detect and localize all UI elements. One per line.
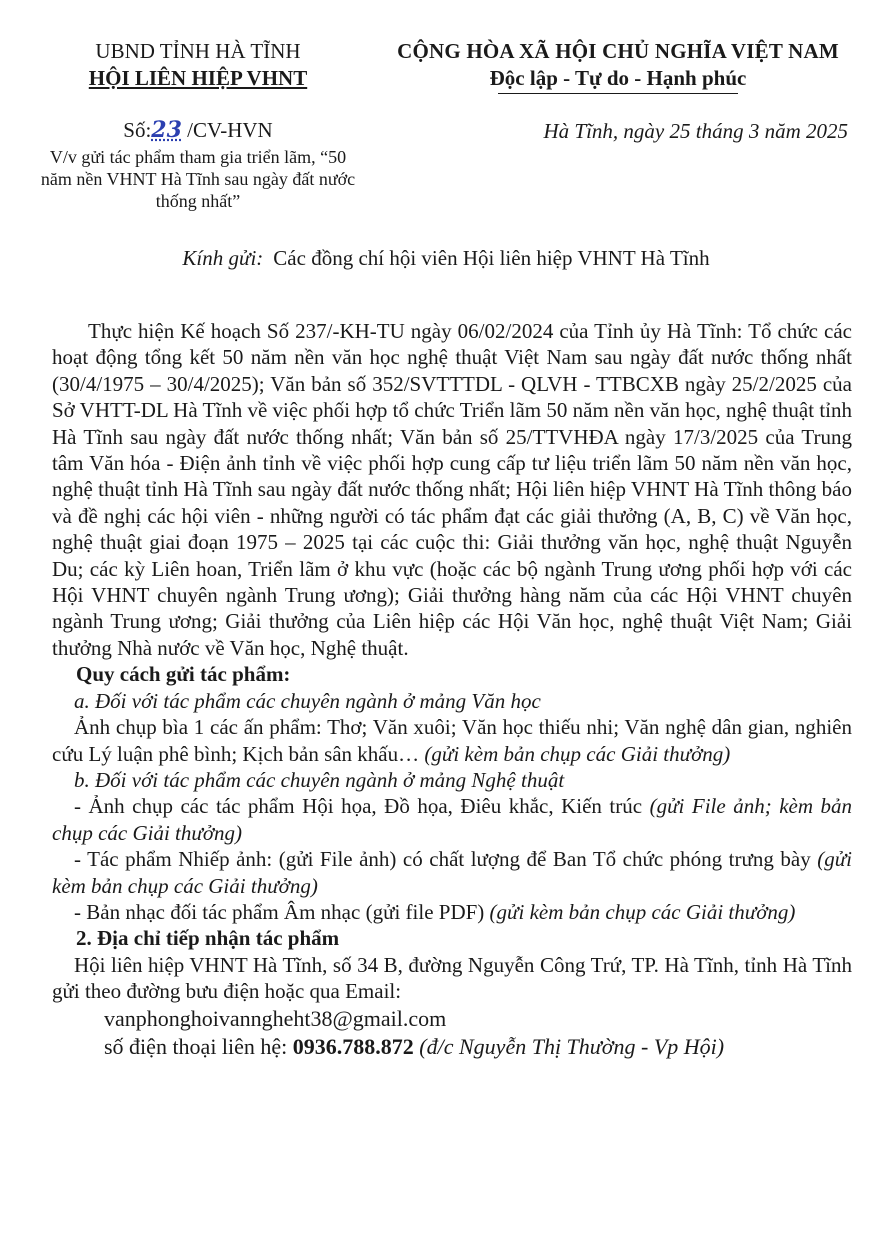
national-motto <box>490 65 747 92</box>
contact-phone-line <box>52 1033 852 1061</box>
national-title: CỘNG HÒA XÃ HỘI CHỦ NGHĨA VIỆT NAM <box>397 39 839 63</box>
issuing-org-name: HỘI LIÊN HIỆP VHNT <box>88 66 308 90</box>
phone-label: số điện thoại liên hệ: <box>104 1033 293 1059</box>
document-body <box>52 318 852 1061</box>
b2-text: - Tác phẩm Nhiếp ảnh: (gửi File ảnh) có chất lượng để Ban Tổ chức phóng trưng bày <box>74 847 811 872</box>
recipient-value: Các đồng chí hội viên Hội liên hiệp VHNT Hà Tĩnh <box>273 246 710 270</box>
b1-text: - Ảnh chụp các tác phẩm Hội họa, Đồ họa, Điêu khắc, Kiến trúc <box>74 794 643 819</box>
recipient-line <box>0 244 892 272</box>
motto-text: Độc lập - Tự do - Hạnh phúc <box>489 66 747 90</box>
subsection-a-body: Ảnh chụp bìa 1 các ấn phẩm: Thơ; Văn xuôi; Văn học thiếu nhi; Văn nghệ dân gian, nghiên cứu Lý luận phê bình; Kịch bản sân khấu… <box>52 715 852 766</box>
doc-number-suffix: /CV-HVN <box>181 118 273 142</box>
document-number <box>50 116 346 144</box>
subsection-a-text <box>52 714 852 767</box>
motto-underline <box>498 93 739 94</box>
subsection-b-heading: b. Đối với tác phẩm các chuyên ngành ở mảng Nghệ thuật <box>74 767 565 792</box>
subsection-a-note: (gửi kèm bản chụp các Giải thưởng) <box>419 741 731 766</box>
subsection-a-heading: a. Đối với tác phẩm các chuyên ngành ở mảng Văn học <box>74 688 541 713</box>
issuing-org-block <box>50 38 346 92</box>
address-paragraph: Hội liên hiệp VHNT Hà Tĩnh, số 34 B, đường Nguyễn Công Trứ, TP. Hà Tĩnh, tỉnh Hà Tĩnh gửi theo đường bưu điện hoặc qua Email: <box>52 952 852 1004</box>
phone-number: 0936.788.872 <box>292 1033 414 1059</box>
subsection-b-item-1 <box>52 793 852 846</box>
phone-contact-person: (đ/c Nguyễn Thị Thường - Vp Hội) <box>413 1033 725 1059</box>
b3-text: - Bản nhạc đối tác phẩm Âm nhạc (gửi file PDF) <box>74 899 485 924</box>
doc-number-prefix: Số: <box>123 118 152 142</box>
doc-number-handwritten: 23 <box>151 117 182 143</box>
document-date: Hà Tĩnh, ngày 25 tháng 3 năm 2025 <box>543 119 848 143</box>
section-1-heading: Quy cách gửi tác phẩm: <box>76 662 291 687</box>
subsection-b-item-2 <box>52 846 852 899</box>
issuing-org <box>50 65 346 92</box>
recipient-label: Kính gửi: <box>182 246 264 270</box>
b2-note: (gửi kèm bản chụp các Giải thưởng) <box>52 847 853 898</box>
b1-note: (gửi File ảnh; kèm bản chụp các Giải thưởng) <box>52 794 853 845</box>
document-subject: V/v gửi tác phẩm tham gia triển lãm, “50 năm nền VHNT Hà Tĩnh sau ngày đất nước thống nhất” <box>40 147 356 211</box>
intro-paragraph: Thực hiện Kế hoạch Số 237/-KH-TU ngày 06/02/2024 của Tỉnh ủy Hà Tĩnh: Tổ chức các hoạt động tổng kết 50 năm nền văn học nghệ thuật Việt Nam sau ngày đất nước thống nhất (30/4/1975 – 30/4/2025); Văn bản số 352/SVTTTDL - QLVH - TTBCXB ngày 25/2/2025 của Sở VHTT-DL Hà Tĩnh về việc phối hợp tổ chức Triển lãm 50 năm nền văn học, nghệ thuật tỉnh Hà Tĩnh sau ngày đất nước thống nhất; Văn bản số 25/TTVHĐA ngày 17/3/2025 của Trung tâm Văn hóa - Điện ảnh tỉnh về việc phối hợp cung cấp tư liệu triển lãm 50 năm nền văn học, nghệ thuật tỉnh Hà Tĩnh sau ngày đất nước thống nhất; Hội liên hiệp VHNT Hà Tĩnh thông báo và đề nghị các hội viên - những người có tác phẩm đạt các giải thưởng (A, B, C) về Văn học, nghệ thuật giai đoạn 1975 – 2025 tại các cuộc thi: Giải thưởng văn học, nghệ thuật Nguyễn Du; các kỳ Liên hoan, Triển lãm ở khu vực (hoặc các bộ ngành Trung ương phối hợp với các Hội VHNT chuyên ngành Trung ương); Giải thưởng hàng năm của các Hội VHNT chuyên ngành Trung ương; Giải thưởng của Liên hiệp các Hội Văn học, nghệ thuật Việt Nam; Giải thưởng Nhà nước về Văn học, Nghệ thuật. <box>52 319 852 660</box>
national-title-block <box>368 38 868 92</box>
section-2-heading: 2. Địa chỉ tiếp nhận tác phẩm <box>76 926 340 951</box>
subsection-b-item-3 <box>52 899 852 925</box>
b3-note: (gửi kèm bản chụp các Giải thưởng) <box>484 899 796 924</box>
contact-email: vanphonghoivanngheht38@gmail.com <box>104 1005 447 1031</box>
parent-org: UBND TỈNH HÀ TĨNH <box>95 39 301 63</box>
